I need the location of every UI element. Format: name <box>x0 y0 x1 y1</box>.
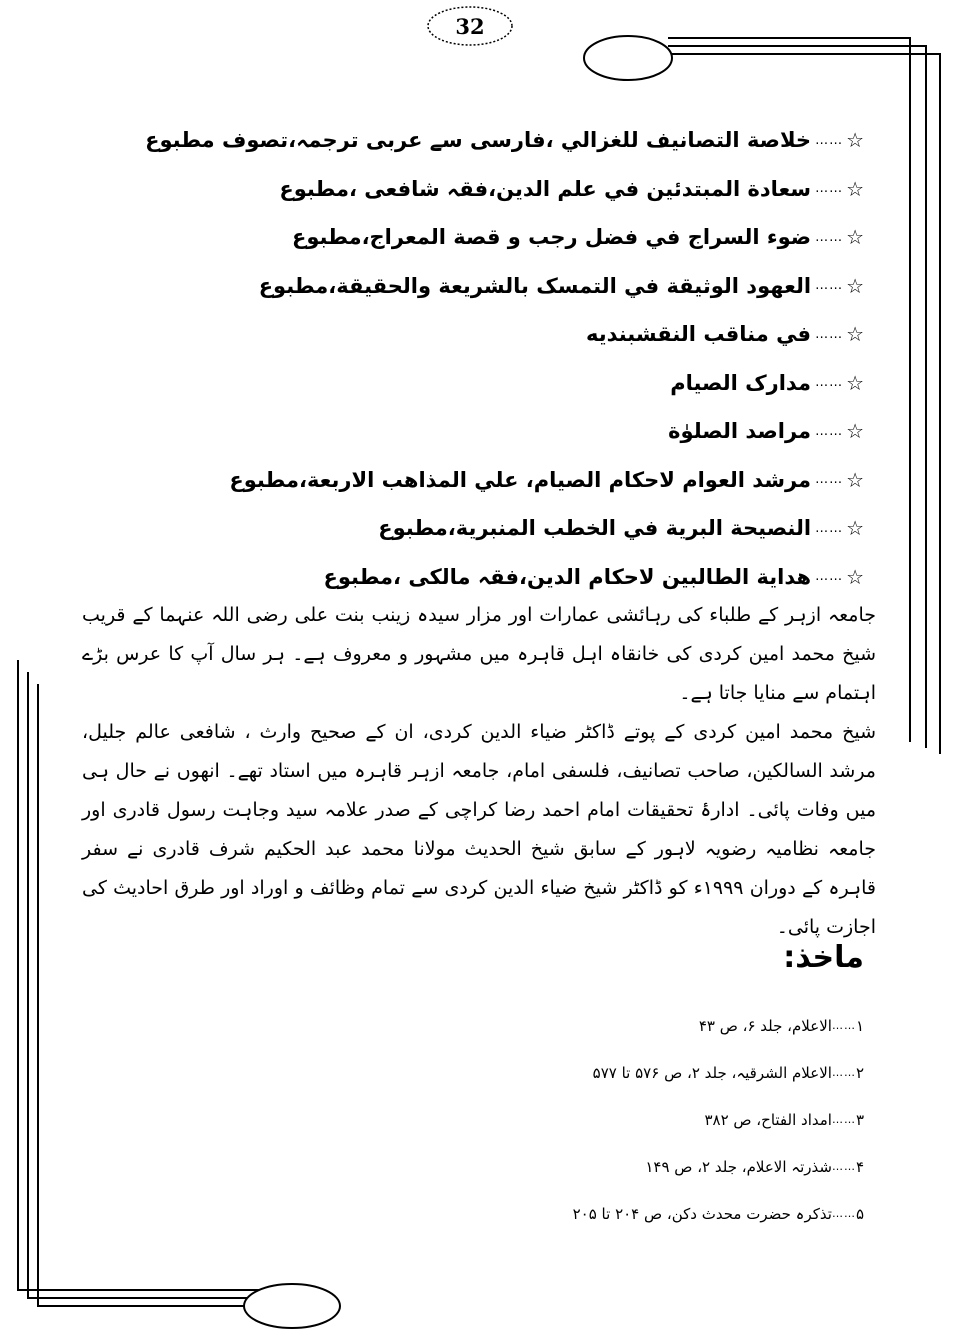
reference-text: الاعلام، جلد ۶، ص ۴۳ <box>698 1016 832 1035</box>
reference-index: ۲ <box>855 1063 864 1082</box>
book-title: العهود الوثيقة في التمسک بالشريعة والحقيقة،مطبوع <box>258 273 812 298</box>
book-title: سعادة المبتدئين في علم الدين،فقہ شافعی ،مطبوع <box>279 176 812 201</box>
leader-dots: …… <box>831 1066 856 1079</box>
leader-dots: …… <box>831 1207 856 1220</box>
list-item <box>244 165 864 214</box>
leader-dots: …… <box>815 326 844 342</box>
reference-item <box>224 1190 864 1237</box>
leader-dots: …… <box>815 278 844 294</box>
star-icon: ☆ <box>846 467 864 492</box>
leader-dots: …… <box>815 181 844 197</box>
list-item <box>229 456 864 505</box>
reference-index: ۳ <box>855 1110 864 1129</box>
list-item <box>244 504 864 553</box>
book-title: خلاصة التصانيف للغزالي ،فارسی سے عربی ترجمہ،تصوف مطبوع <box>145 128 812 153</box>
star-icon: ☆ <box>846 419 864 444</box>
star-icon: ☆ <box>846 370 864 395</box>
book-title: هداية الطالبين لاحكام الدين،فقہ مالکی ،مطبوع <box>323 564 812 589</box>
list-item <box>244 359 864 408</box>
paragraph-grandson: شیخ محمد امین کردی کے پوتے ڈاکٹر ضیاء الدین کردی، ان کے صحیح وارث ، شافعی عالم جلیل، مرشد السالکین، صاحب تصانیف، فلسفی امام، جامعہ ازہر قاہرہ میں استاد تھے۔ انھوں نے حال ہی میں وفات پائی۔ ادارۂ تحقیقات امام احمد رضا کراچی کے صدر علامہ سید وجاہت رسول قادری اور جامعہ نظامیہ رضویہ لاہور کے سابق شیخ الحدیث مولانا محمد عبد الحکیم شرف قادری نے سفر قاہرہ کے دوران ۱۹۹۹ء کو ڈاکٹر شیخ ضیاء الدین کردی سے تمام وظائف و اوراد اور طرق احادیث کی اجازت پائی۔ <box>82 721 876 938</box>
book-title: النصيحة البرية في الخطب المنبرية،مطبوع <box>378 516 812 541</box>
reference-text: الاعلام الشرقیہ، جلد ۲، ص ۵۷۶ تا ۵۷۷ <box>592 1063 832 1082</box>
leader-dots: …… <box>815 132 844 148</box>
leader-dots: …… <box>815 569 844 585</box>
reference-index: ۴ <box>855 1157 864 1176</box>
list-item <box>244 213 864 262</box>
reference-item <box>224 1096 864 1143</box>
leader-dots: …… <box>815 375 844 391</box>
reference-item <box>224 1143 864 1190</box>
book-title: مرشد العوام لاحكام الصيام، علي المذاهب الاربعة،مطبوع <box>229 467 812 492</box>
list-item <box>244 310 864 359</box>
book-title: في مناقب النقشبنديه <box>585 322 812 347</box>
list-item <box>244 553 864 602</box>
body-text <box>82 596 876 947</box>
star-icon: ☆ <box>846 176 864 201</box>
book-title: مراصد الصلوٰة <box>668 419 812 444</box>
list-item <box>145 116 864 165</box>
reference-index: ۱ <box>855 1016 864 1035</box>
reference-text: امداد الفتاح، ص ۳۸۲ <box>704 1110 832 1129</box>
paragraph-khanqah: جامعہ ازہر کے طلباء کی رہائشی عمارات اور مزار سیدہ زینب بنت علی رضی اللہ عنہما کے قریب شیخ محمد امین کردی کی خانقاہ اہل قاہرہ میں مشہور و معروف ہے۔ ہر سال آپ کا عرس بڑے اہتمام سے منایا جاتا ہے۔ <box>82 604 876 704</box>
leader-dots: …… <box>815 472 844 488</box>
page-number: 32 <box>455 13 485 39</box>
star-icon: ☆ <box>846 225 864 250</box>
leader-dots: …… <box>831 1113 856 1126</box>
leader-dots: …… <box>815 423 844 439</box>
reference-text: تذکرہ حضرت محدث دکن، ص ۲۰۴ تا ۲۰۵ <box>572 1204 832 1223</box>
reference-text: شذرتہ الاعلام، جلد ۲، ص ۱۴۹ <box>645 1157 832 1176</box>
book-list <box>145 116 864 601</box>
reference-index: ۵ <box>855 1204 864 1223</box>
leader-dots: …… <box>815 520 844 536</box>
book-title: مدارک الصيام <box>670 370 812 395</box>
top-right-oval <box>584 36 672 80</box>
reference-item <box>224 1049 864 1096</box>
sources-heading: ماخذ: <box>783 940 864 975</box>
star-icon: ☆ <box>846 516 864 541</box>
star-icon: ☆ <box>846 273 864 298</box>
list-item <box>244 262 864 311</box>
bottom-left-oval <box>244 1284 340 1328</box>
reference-item <box>224 1002 864 1049</box>
star-icon: ☆ <box>846 322 864 347</box>
star-icon: ☆ <box>846 564 864 589</box>
references-list <box>224 1002 864 1237</box>
list-item <box>244 407 864 456</box>
star-icon: ☆ <box>846 128 864 153</box>
book-title: ضوء السراج في فضل رجب و قصة المعراج،مطبوع <box>292 225 812 250</box>
leader-dots: …… <box>831 1019 856 1032</box>
leader-dots: …… <box>815 229 844 245</box>
leader-dots: …… <box>831 1160 856 1173</box>
